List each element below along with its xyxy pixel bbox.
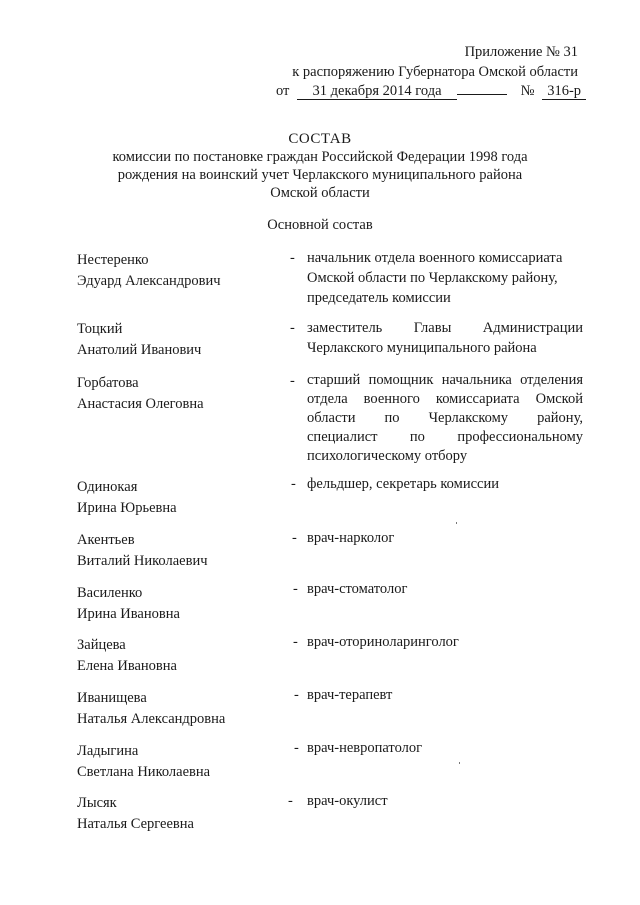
dash: - — [290, 320, 295, 336]
section-heading: Основной состав — [267, 217, 373, 233]
role-line: области по Черлакскому району, — [307, 410, 583, 426]
date-underline — [457, 94, 507, 95]
role-line: врач-оториноларинголог — [307, 634, 459, 650]
dash: - — [293, 581, 298, 597]
member-name — [77, 793, 194, 835]
role-line: специалист по профессиональному — [307, 429, 583, 445]
member-name — [77, 250, 221, 292]
dash: - — [294, 740, 299, 756]
member-surname: Тоцкий — [77, 321, 123, 337]
title-line-2: рождения на воинский учет Черлакского муниципального района — [117, 167, 523, 183]
member-surname: Лысяк — [77, 795, 117, 811]
order-reference: к распоряжению Губернатора Омской области — [292, 64, 578, 80]
member-given-names: Анастасия Олеговна — [77, 396, 204, 412]
member-surname: Горбатова — [77, 375, 139, 391]
doc-title: СОСТАВ — [288, 131, 352, 147]
member-name — [77, 583, 180, 625]
role-line: начальник отдела военного комиссариата — [307, 250, 563, 266]
member-role — [307, 791, 583, 811]
member-surname: Одинокая — [77, 479, 138, 495]
dash: - — [288, 793, 293, 809]
role-line: врач-окулист — [307, 793, 388, 809]
order-number: 316-р — [542, 84, 586, 100]
member-given-names: Виталий Николаевич — [77, 553, 208, 569]
member-name — [77, 741, 210, 783]
order-date-line — [276, 83, 586, 100]
member-role — [307, 738, 583, 758]
dash: - — [294, 687, 299, 703]
role-line: фельдшер, секретарь комиссии — [307, 476, 499, 492]
order-date: 31 декабря 2014 года — [297, 84, 457, 100]
role-line: врач-терапевт — [307, 687, 393, 703]
member-role — [307, 474, 583, 494]
from-label: от — [276, 83, 290, 99]
role-line: психологическому отбору — [307, 448, 468, 464]
member-given-names: Наталья Александровна — [77, 711, 226, 727]
member-surname: Акентьев — [77, 532, 135, 548]
title-line-3: Омской области — [270, 185, 370, 201]
member-role — [307, 579, 583, 599]
number-label: № — [520, 83, 535, 99]
member-given-names: Наталья Сергеевна — [77, 816, 194, 832]
dash: - — [292, 530, 297, 546]
member-given-names: Елена Ивановна — [77, 658, 177, 674]
member-given-names: Ирина Юрьевна — [77, 500, 177, 516]
role-line: врач-невропатолог — [307, 740, 423, 756]
dash: - — [293, 634, 298, 650]
member-name — [77, 635, 177, 677]
member-name — [77, 530, 208, 572]
member-surname: Зайцева — [77, 637, 126, 653]
dash: - — [291, 476, 296, 492]
scan-speck — [459, 762, 460, 764]
role-line: врач-стоматолог — [307, 581, 408, 597]
scan-speck — [456, 522, 457, 524]
member-surname: Василенко — [77, 585, 143, 601]
member-name — [77, 477, 177, 519]
member-role — [307, 528, 583, 548]
member-name — [77, 373, 204, 415]
member-name — [77, 688, 225, 730]
role-line: отдела военного комиссариата Омской — [307, 391, 583, 407]
dash: - — [290, 373, 295, 389]
member-role — [307, 632, 583, 652]
dash: - — [290, 250, 295, 266]
member-surname: Иванищева — [77, 690, 147, 706]
member-name — [77, 319, 201, 361]
member-given-names: Светлана Николаевна — [77, 764, 211, 780]
role-line: заместитель Главы Администрации — [307, 320, 583, 336]
member-role — [307, 248, 583, 308]
title-line-1: комиссии по постановке граждан Российской Федерации 1998 года — [112, 149, 528, 165]
member-given-names: Анатолий Иванович — [77, 342, 202, 358]
appendix-label: Приложение № 31 — [464, 44, 578, 60]
member-surname: Нестеренко — [77, 252, 149, 268]
member-role — [307, 685, 583, 705]
role-line: Черлакского муниципального района — [307, 340, 537, 356]
member-role — [307, 318, 583, 358]
role-line: Омской области по Черлакскому району, — [307, 270, 558, 286]
member-given-names: Эдуард Александрович — [77, 273, 221, 289]
member-role — [307, 371, 583, 466]
role-line: старший помощник начальника отделения — [307, 372, 583, 388]
role-line: председатель комиссии — [307, 290, 451, 306]
member-surname: Ладыгина — [77, 743, 139, 759]
member-given-names: Ирина Ивановна — [77, 606, 180, 622]
role-line: врач-нарколог — [307, 530, 395, 546]
